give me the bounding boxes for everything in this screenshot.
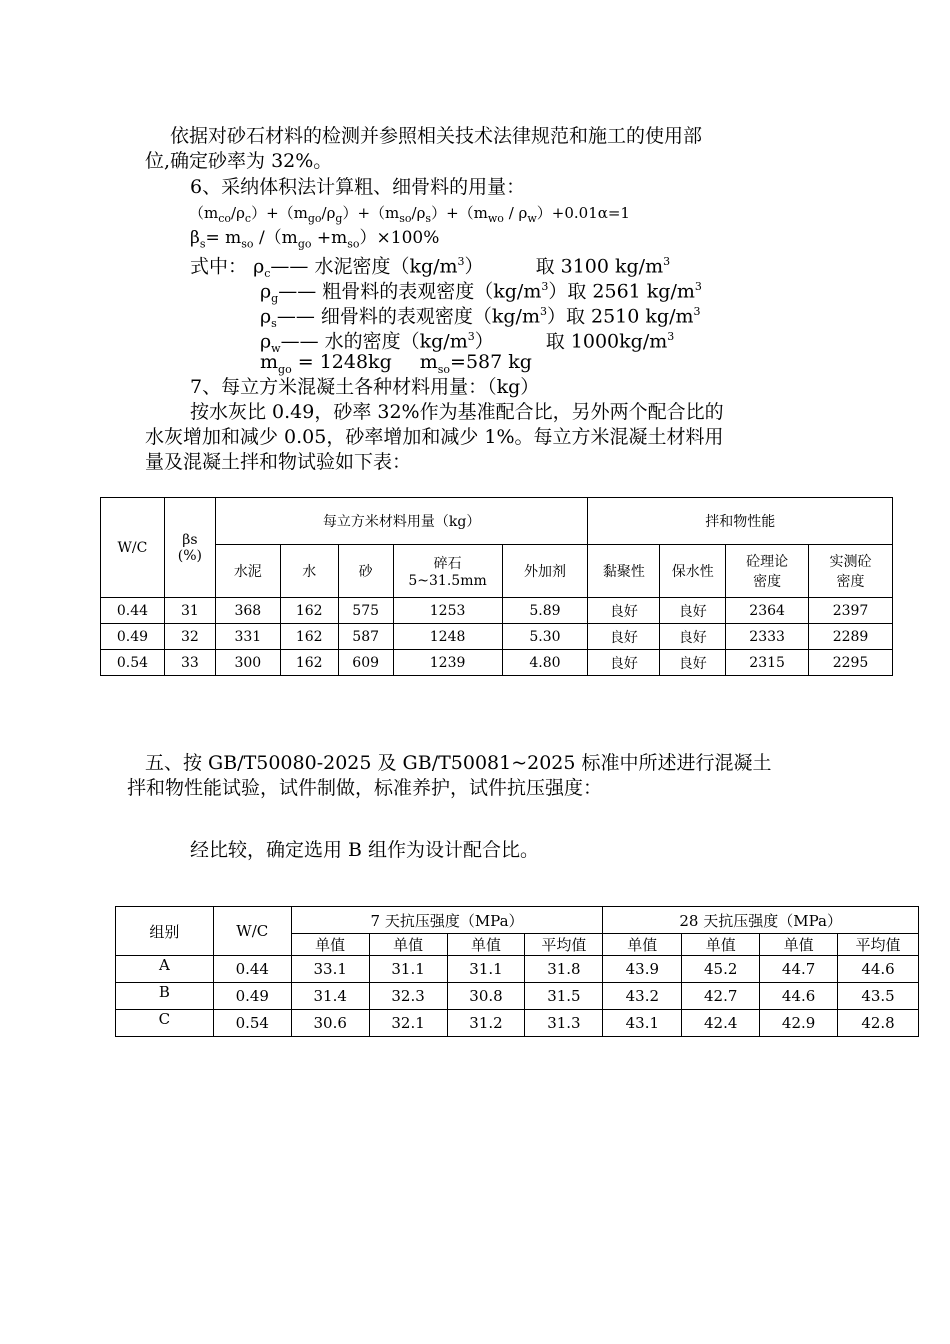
header-property-group: 拌和物性能 — [588, 498, 893, 545]
section5-line2: 拌和物性能试验，试件制做，标准养护，试件抗压强度： — [127, 777, 603, 799]
cell: 31.4 — [291, 983, 369, 1010]
cell: 0.54 — [101, 650, 165, 676]
cell: 2315 — [726, 650, 809, 676]
header-single: 单值 — [447, 934, 525, 956]
header-7day: 7 天抗压强度（MPa） — [291, 907, 603, 934]
table-row — [101, 624, 893, 650]
header-wc: W/C — [101, 498, 165, 598]
cell: 31.1 — [369, 956, 447, 983]
header-stone: 碎石 5~31.5mm — [393, 545, 502, 598]
header-single: 单值 — [603, 934, 682, 956]
cell: 42.9 — [760, 1010, 838, 1037]
header-material-group: 每立方米材料用量（kg） — [215, 498, 588, 545]
cell: 0.54 — [213, 1010, 291, 1037]
cell: 2364 — [726, 598, 809, 624]
table-row — [116, 1010, 919, 1037]
cell: 33.1 — [291, 956, 369, 983]
cell: 43.5 — [838, 983, 919, 1010]
legend-coarse: $\rho_g——$ 粗骨料的表观密度$(kg/m^3)$取 2561 $kg/m^3$ — [260, 280, 702, 306]
header-water: 水 — [280, 545, 338, 598]
cell: 42.4 — [682, 1010, 760, 1037]
para2-line3: 量及混凝土拌和物试验如下表： — [145, 451, 412, 473]
cell: 2333 — [726, 624, 809, 650]
table-row — [101, 650, 893, 676]
para1-line1: 依据对砂石材料的检测并参照相关技术法律规范和施工的使用部 — [170, 125, 703, 147]
item6-heading: 6、采纳体积法计算粗、细骨料的用量： — [190, 176, 526, 198]
cell: 43.1 — [603, 1010, 682, 1037]
legend-fine: $\rho_s——$ 细骨料的表观密度$(kg/m^3)$取 2510 $kg/m^3$ — [260, 305, 701, 331]
cell: 44.7 — [760, 956, 838, 983]
header-sand-ratio: βs (%) — [164, 498, 215, 598]
cell: 良好 — [660, 598, 726, 624]
cell: 5.30 — [502, 624, 588, 650]
cell: 良好 — [588, 650, 660, 676]
cell: 300 — [215, 650, 280, 676]
para1-line2: 位,确定砂率为 32%。 — [145, 150, 333, 172]
para2-line1: 按水灰比 0.49，砂率 32%作为基准配合比，另外两个配合比的 — [190, 401, 724, 423]
cell: 33 — [164, 650, 215, 676]
cell: 31.2 — [447, 1010, 525, 1037]
cell: B — [116, 983, 214, 1010]
header-avg: 平均值 — [838, 934, 919, 956]
cell: 32.1 — [369, 1010, 447, 1037]
cell: 良好 — [660, 650, 726, 676]
cell: 31.8 — [525, 956, 603, 983]
cell: 30.6 — [291, 1010, 369, 1037]
table-row — [116, 983, 919, 1010]
cell: 30.8 — [447, 983, 525, 1010]
header-avg: 平均值 — [525, 934, 603, 956]
cell: 0.49 — [101, 624, 165, 650]
header-single: 单值 — [682, 934, 760, 956]
cell: 43.9 — [603, 956, 682, 983]
cell: 32 — [164, 624, 215, 650]
cell: 1239 — [393, 650, 502, 676]
cell: 609 — [338, 650, 393, 676]
cell: 4.80 — [502, 650, 588, 676]
cell: 162 — [280, 598, 338, 624]
cell: 575 — [338, 598, 393, 624]
cell: 44.6 — [838, 956, 919, 983]
mix-proportion-table — [100, 497, 893, 676]
header-theory-density: 砼理论 密度 — [726, 545, 809, 598]
header-cohesion: 黏聚性 — [588, 545, 660, 598]
cell: 2295 — [809, 650, 893, 676]
cell: 31 — [164, 598, 215, 624]
cell: 43.2 — [603, 983, 682, 1010]
header-wc: W/C — [213, 907, 291, 956]
cell: 31.3 — [525, 1010, 603, 1037]
cell: 42.8 — [838, 1010, 919, 1037]
compressive-strength-table — [115, 906, 919, 1037]
volume-formula: $(m_{co}/\rho_c)+(m_{go}/\rho_g)+(m_{so}/\rho_s)+(m_{wo} / \rho_w)+0.01\alpha=1$ — [189, 204, 630, 225]
table-row — [101, 598, 893, 624]
cell: 良好 — [660, 624, 726, 650]
header-single: 单值 — [760, 934, 838, 956]
cell: 0.44 — [101, 598, 165, 624]
header-admixture: 外加剂 — [502, 545, 588, 598]
section5-line1: 五、按 GB/T50080-2025 及 GB/T50081~2025 标准中所述进行混凝土 — [145, 752, 772, 774]
cell: 331 — [215, 624, 280, 650]
header-28day: 28 天抗压强度（MPa） — [603, 907, 919, 934]
header-water-retention: 保水性 — [660, 545, 726, 598]
header-single: 单值 — [291, 934, 369, 956]
cell: 2289 — [809, 624, 893, 650]
cell: 45.2 — [682, 956, 760, 983]
cell: 0.44 — [213, 956, 291, 983]
cell: 44.6 — [760, 983, 838, 1010]
legend-water: $\rho_w——$ 水的密度$(kg/m^3)$ 取 $1000kg/m^3$ — [260, 330, 675, 356]
header-cement: 水泥 — [215, 545, 280, 598]
table-row — [116, 956, 919, 983]
header-measured-density: 实测砼 密度 — [809, 545, 893, 598]
cell: 0.49 — [213, 983, 291, 1010]
header-group: 组别 — [116, 907, 214, 956]
cell: 良好 — [588, 624, 660, 650]
cell: 368 — [215, 598, 280, 624]
header-sand: 砂 — [338, 545, 393, 598]
cell: 2397 — [809, 598, 893, 624]
cell: 良好 — [588, 598, 660, 624]
sand-ratio-formula: $\beta_s= m_{so}$ $/(m_{go} +m_{so})\times 100\%$ — [190, 228, 440, 251]
cell: 5.89 — [502, 598, 588, 624]
item7-heading: 7、每立方米混凝土各种材料用量：（kg） — [190, 376, 540, 398]
aggregate-mass: $m_{go} = 1248kg$ $m_{so}=587$ kg — [260, 351, 532, 376]
cell: 1253 — [393, 598, 502, 624]
cell: 42.7 — [682, 983, 760, 1010]
cell: C — [116, 1010, 214, 1037]
legend-cement: 式中： $\rho_c——$ 水泥密度$(kg/m^3)$ 取 3100 $kg/m^3$ — [190, 255, 671, 281]
cell: 1248 — [393, 624, 502, 650]
para2-line2: 水灰增加和减少 0.05，砂率增加和减少 1%。每立方米混凝土材料用 — [145, 426, 724, 448]
cell: 162 — [280, 624, 338, 650]
cell: 587 — [338, 624, 393, 650]
cell: 31.1 — [447, 956, 525, 983]
cell: A — [116, 956, 214, 983]
conclusion-text: 经比较，确定选用 B 组作为设计配合比。 — [190, 839, 540, 861]
cell: 31.5 — [525, 983, 603, 1010]
cell: 162 — [280, 650, 338, 676]
cell: 32.3 — [369, 983, 447, 1010]
header-single: 单值 — [369, 934, 447, 956]
